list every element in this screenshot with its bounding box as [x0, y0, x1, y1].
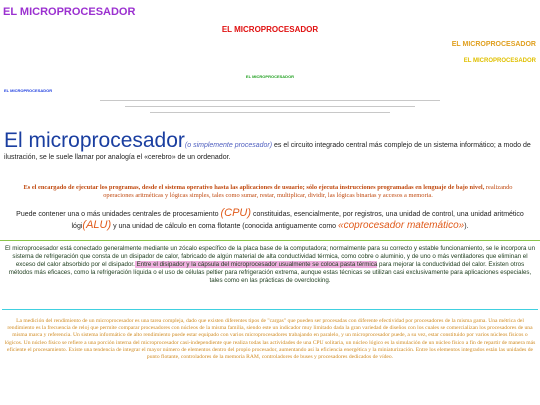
divider-2 [125, 106, 415, 107]
heading-1: EL MICROPROCESADOR [3, 6, 136, 18]
divider-3 [150, 112, 390, 113]
units-paragraph [6, 208, 534, 232]
heading-2: EL MICROPROCESADOR [221, 25, 319, 34]
green-divider [0, 240, 540, 241]
units-text-3: y una unidad de cálculo en coma flotante (conocida antiguamente como [111, 223, 339, 230]
alu-term: (ALU) [82, 219, 112, 231]
cpu-term: (CPU) [220, 207, 252, 219]
cooling-text-1: El microprocesador está conectado generalmente mediante un zócalo específico de la placa base de la computadora; normalmente para su correcto y estable funcionamiento, se le incorpora un sistema de refrigeración que consta de un disipador de calor, fabricado de algún material de alta conductividad térmica, como cobre o aluminio, y de uno o más ventiladores que eliminan el exceso del calor absorbido por el disipador. [4, 245, 536, 268]
units-text-2: constituidas, esencialmente, por registros, una unidad de control, una unidad aritmético lógi [71, 211, 524, 230]
thermal-paste-highlight: Entre el disipador y la cápsula del microprocesador usualmente se coloca pasta térmica [134, 261, 378, 268]
programs-rest: realizando operaciones aritméticas y lógicas simples, tales como sumar, restar, multiplicar, dividir, las lógicas binarias y accesos a memoria. [103, 184, 513, 199]
divider-1 [100, 100, 440, 101]
intro-aside: (o simplemente procesador) [184, 142, 273, 149]
cooling-paragraph [4, 245, 536, 285]
intro-title: El microprocesador [4, 129, 185, 152]
units-text-4: ). [464, 223, 469, 230]
performance-paragraph: La medición del rendimiento de un microprocesador es una tarea compleja, dado que existen diferentes tipos de "cargas" que pueden ser procesadas con diferente efectividad por procesadores de la misma gama. Una métrica del rendimiento es la frecuencia de reloj que permite comparar procesadores con núcleos de la misma familia, siendo este un indicador muy limitado dada la gran variedad de diseños con los cuales se comercializan los procesadores de una misma marca y referencia. Un sistema informático de alto rendimiento puede estar equipado con varios microprocesadores trabajando en paralelo, y un microprocesador puede, a su vez, estar constituido por varios núcleos físicos o lógicos. Un núcleo físico se refiere a una porción interna del microprocesador casi-independiente que realiza todas las actividades de una CPU solitaria, un núcleo lógico es la simulación de un núcleo físico a fin de repartir de manera más eficiente el procesamiento. Existe una tendencia de integrar el mayor número de elementos dentro del propio procesador, aumentando así la eficiencia energética y la miniaturización. Entre los elementos integrados están las unidades de punto flotante, controladores de la memoria RAM, controladores de buses y procesadores dedicados de vídeo. [4, 318, 536, 361]
heading-3: EL MICROPROCESADOR [451, 41, 536, 48]
intro-paragraph [4, 129, 536, 162]
cyan-divider [2, 309, 538, 310]
intro-text: es el circuito integrado central más complejo de un sistema informático; a modo de ilustración, se le suele llamar por analogía el «cerebro» de un ordenador. [4, 142, 531, 161]
units-text-1: Puede contener una o más unidades centrales de procesamiento [16, 211, 221, 218]
cooling-text-2: para mejorar la conductividad del calor. Existen otros métodos más eficaces, como la refrigeración líquida o el uso de células peltier para refrigeración extrema, aunque estas técnicas se utilizan casi exclusivamente para aplicaciones especiales, tales como en las prácticas de overclocking. [8, 261, 532, 284]
programs-paragraph [8, 184, 528, 200]
coprocessor-term: «coprocesador matemático» [338, 220, 465, 231]
heading-4: EL MICROPROCESADOR [463, 58, 536, 64]
programs-bold: Es el encargado de ejecutar los programas, desde el sistema operativo hasta las aplicaciones de usuario; sólo ejecuta instrucciones programadas en lenguaje de bajo nivel, [23, 184, 485, 191]
heading-6: EL MICROPROCESADOR [4, 88, 53, 93]
heading-5: EL MICROPROCESADOR [245, 74, 295, 79]
